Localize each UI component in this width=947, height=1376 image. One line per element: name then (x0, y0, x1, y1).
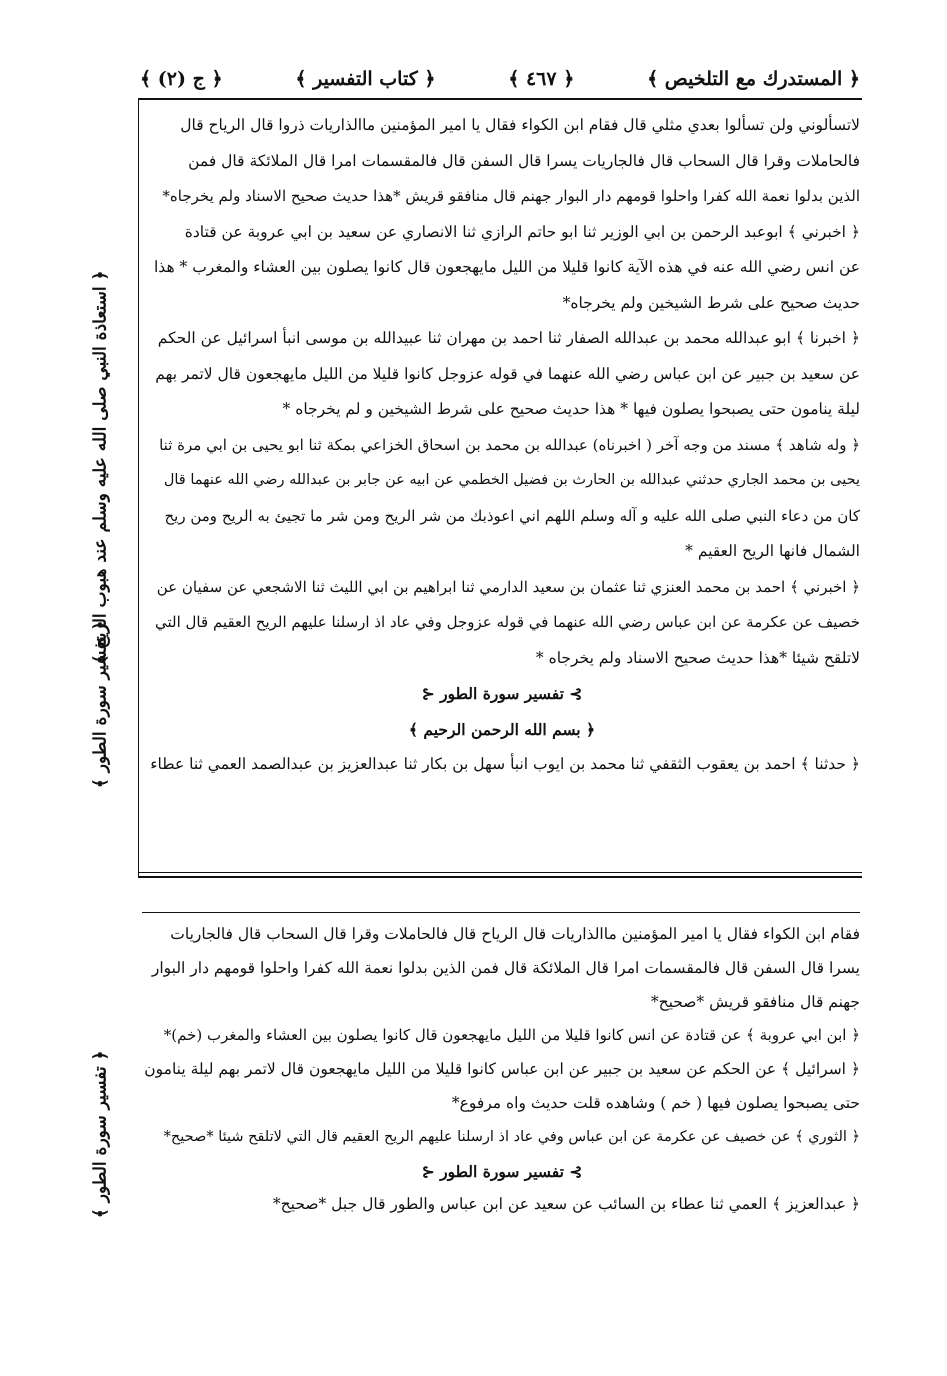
header-book-title: ﴿ المستدرك مع التلخيص ﴾ (647, 68, 860, 90)
text-line: يسرا قال السفن قال فالمقسمات امرا قال الملائكة قال فمن الذين بدلوا نعمة الله كفرا واحلوا قومهم دار البوار (151, 958, 860, 977)
text-line: جهنم قال منافقو قريش *صحيح* (650, 992, 860, 1011)
text-line: عن سعيد بن جبير عن ابن عباس رضي الله عنهما في قوله عزوجل كانوا قليلا من الليل مايهجعون قال لاتمر بهم (155, 364, 860, 383)
text-line: خصيف عن عكرمة عن ابن عباس رضي الله عنهما في قوله عزوجل وفي عاد اذ ارسلنا عليهم الريح العقيم قال التي (155, 613, 860, 631)
margin-rule (138, 98, 139, 876)
text-line: ﴿ ابن ابي عروبة ﴾ عن قتادة عن انس كانوا قليلا من الليل مايهجعون قال كانوا يصلون بين العشاء والمغرب (خم)* (163, 1026, 860, 1045)
text-line: ﴿ الثوري ﴾ عن خصيف عن عكرمة عن ابن عباس وفي عاد اذ ارسلنا عليهم الريح العقيم قال التي لاتلقح شيئا *صحيح* (163, 1128, 860, 1145)
ornament-icon: ⊱ (563, 1161, 583, 1181)
divider-rule (138, 876, 862, 878)
margin-note-tur-lower: ﴿ تفسير سورة الطور ﴾ (90, 1050, 111, 1219)
surah-title: ⊱ تفسير سورة الطور ⊰ (421, 684, 583, 703)
header-rule (138, 98, 862, 100)
text-line: لاتسألوني ولن تسألوا بعدي مثلي قال فقام ابن الكواء فقال يا امير المؤمنين ماالذاريات ذروا قال الرياح قال (180, 116, 860, 134)
divider-rule (138, 872, 862, 873)
divider-rule (142, 912, 860, 913)
text-line: فالحاملات وقرا قال السحاب قال فالجاريات يسرا قال السفن قال فالمقسمات امرا قال الملائكة قال فمن (188, 151, 860, 170)
text-line: ﴿ عبدالعزيز ﴾ العمي ثنا عطاء بن السائب عن سعيد عن ابن عباس والطور قال جبل *صحيح* (272, 1195, 860, 1214)
basmala: ﴿ بسم الله الرحمن الرحيم ﴾ (408, 719, 596, 739)
summary-text (144, 918, 860, 1222)
text-line: لاتلقح شيئا *هذا حديث صحيح الاسناد ولم يخرجاه * (535, 648, 860, 667)
text-line: ﴿ اخبرني ﴾ ابوعبد الرحمن بن ابي الوزير ثنا ابو حاتم الرازي ثنا الانصاري عن سعيد بن ابي عروبة عن قتادة (184, 222, 860, 241)
header-section: ﴿ كتاب التفسير ﴾ (295, 68, 436, 90)
text-line: حديث صحيح على شرط الشيخين ولم يخرجاه* (562, 293, 860, 312)
text-line: ﴿ اسرائيل ﴾ عن الحكم عن سعيد بن جبير عن ابن عباس كانوا قليلا من الليل مايهجعون قال لاتمر بهم ليلة ينامون (144, 1060, 860, 1079)
ornament-icon: ⊰ (421, 684, 441, 703)
text-line: كان من دعاء النبي صلى الله عليه و آله وسلم اللهم اني اعوذبك من شر الريح ومن شر ما تجيئ به الريح ومن ريح (164, 506, 860, 525)
main-text (144, 108, 860, 783)
text-line: يحيى بن محمد الجاري حدثني عبدالله بن الحارث بن فضيل الخطمي عن ابيه عن جابر بن عبدالله رضي الله عنهما قال (163, 472, 860, 488)
text-line: حتى يصبحوا يصلون فيها ( خم ) وشاهده قلت حديث واه مرفوع* (451, 1093, 860, 1112)
surah-title-lower: ⊱ تفسير سورة الطور ⊰ (421, 1161, 583, 1181)
text-line: ليلة ينامون حتى يصبحوا يصلون فيها * هذا حديث صحيح على شرط الشيخين و لم يخرجاه * (282, 400, 860, 418)
text-line: ﴿ اخبرنا ﴾ ابو عبدالله محمد بن عبدالله الصفار ثنا احمد بن مهران ثنا عبيدالله بن موسى انبأ اسرائيل عن الحكم (157, 329, 860, 347)
text-line: فقام ابن الكواء فقال يا امير المؤمنين ماالذاريات قال الرياح قال فالحاملات وقرا قال السحاب قال فالجاريات (170, 925, 860, 943)
text-line: الشمال فانها الريح العقيم * (685, 542, 860, 560)
page-header (140, 62, 860, 96)
text-line: ﴿ وله شاهد ﴾ مسند من وجه آخر ( اخبرناه) عبدالله بن محمد بن اسحاق الخزاعي بمكة ثنا ابو يحيى بن ابي مرة ثنا (159, 435, 860, 454)
margin-note-wind: ﴿ استعاذة النبي صلى الله عليه وسلم عند هبوب الريح ﴾ (90, 270, 111, 665)
text-line: عن انس رضي الله عنه في هذه الآية كانوا قليلا من الليل مايهجعون قال كانوا يصلون بين العشاء والمغرب * هذا (154, 258, 860, 276)
ornament-icon: ⊰ (421, 1161, 441, 1181)
text-line: ﴿ اخبرني ﴾ احمد بن محمد العنزي ثنا عثمان بن سعيد الدارمي ثنا ابراهيم بن ابي الليث ثنا الاشجعي عن سفيان عن (156, 577, 860, 596)
header-volume: ﴿ ج (٢) ﴾ (140, 68, 223, 90)
header-page-number: ﴿ ٤٦٧ ﴾ (508, 68, 575, 90)
margin-note-tur: ﴿ تفسير سورة الطور ﴾ (90, 620, 111, 789)
ornament-icon: ⊱ (563, 684, 583, 703)
text-line: ﴿ حدثنا ﴾ احمد بن يعقوب الثقفي ثنا محمد بن ايوب انبأ سهل بن بكار ثنا عبدالعزيز بن عبدالصمد العمي ثنا عطاء (150, 755, 860, 773)
text-line: الذين بدلوا نعمة الله كفرا واحلوا قومهم دار البوار جهنم قال منافقو قريش *هذا حديث صحيح الاسناد ولم يخرجاه* (162, 187, 860, 205)
